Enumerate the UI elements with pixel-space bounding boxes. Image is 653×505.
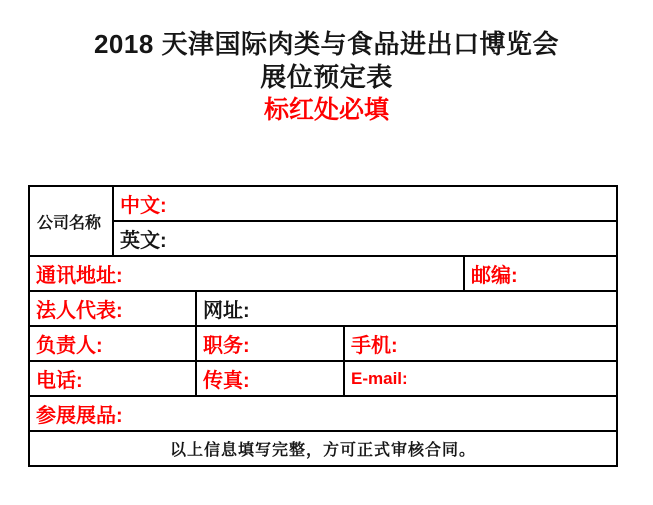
email-field: E-mail: [344, 361, 617, 396]
telephone-field: 电话: [29, 361, 196, 396]
required-fields-notice: 标红处必填 [263, 96, 389, 124]
table-row-legal-representative [29, 291, 617, 326]
legal-representative-field: 法人代表: [29, 291, 196, 326]
table-row-exhibits [29, 396, 617, 431]
table-row-address [29, 256, 617, 291]
document-header [0, 0, 653, 127]
position-field: 职务: [196, 326, 344, 361]
person-in-charge-field: 负责人: [29, 326, 196, 361]
company-name-label-cell: 公司名称 [29, 186, 113, 256]
exhibits-field: 参展展品: [29, 396, 617, 431]
company-name-chinese-field: 中文: [113, 186, 617, 221]
booking-form-table [28, 185, 618, 467]
website-field: 网址: [196, 291, 617, 326]
table-row-telephone [29, 361, 617, 396]
mobile-field: 手机: [344, 326, 617, 361]
table-row-company-name [29, 186, 617, 221]
document-title-line1: 2018 天津国际肉类与食品进出口博览会 [93, 29, 560, 59]
footer-note: 以上信息填写完整，方可正式审核合同。 [29, 431, 617, 466]
table-row-person-in-charge [29, 326, 617, 361]
table-row-footer-note [29, 431, 617, 466]
company-name-english-field: 英文: [113, 221, 617, 256]
fax-field: 传真: [196, 361, 344, 396]
address-field: 通讯地址: [29, 256, 464, 291]
table-row-company-name-english [29, 221, 617, 256]
postal-code-field: 邮编: [464, 256, 617, 291]
document-title-line2: 展位预定表 [260, 62, 393, 92]
